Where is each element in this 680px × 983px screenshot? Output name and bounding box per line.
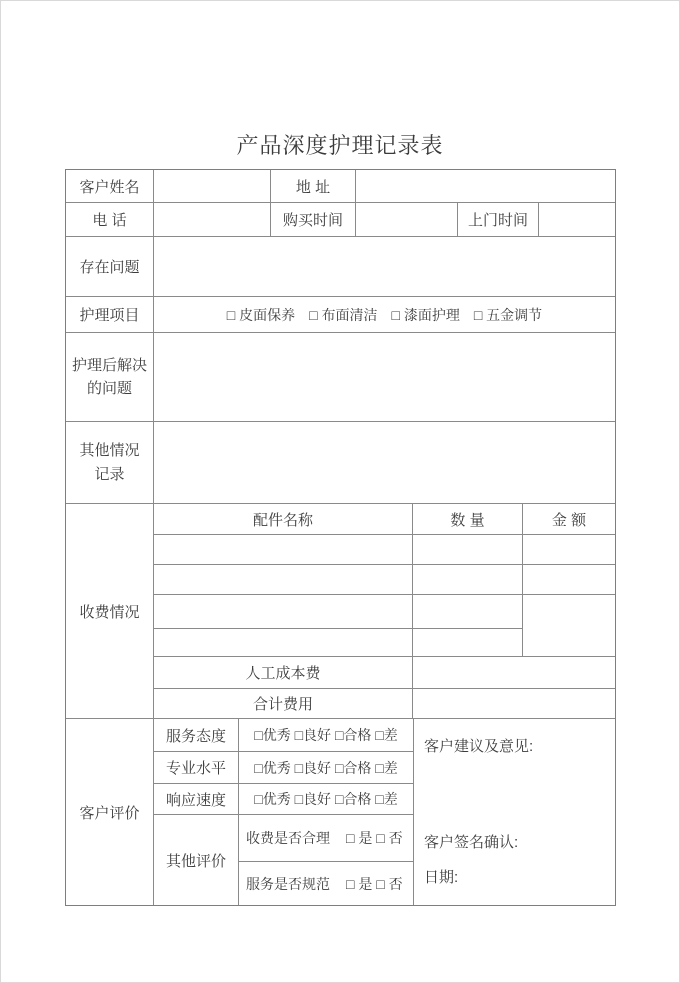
quantity-cell bbox=[413, 629, 523, 657]
address-label: 地 址 bbox=[271, 170, 356, 203]
other-records-label-line2: 记录 bbox=[94, 465, 125, 483]
accessory-name-cell bbox=[154, 565, 413, 595]
labor-cost-value-cell bbox=[413, 657, 615, 689]
solved-problems-label-line2: 的问题 bbox=[86, 380, 132, 397]
other-evaluation-label: 其他评价 bbox=[154, 815, 239, 905]
professional-level-label: 专业水平 bbox=[154, 752, 239, 784]
customer-suggestions-label: 客户建议及意见: bbox=[424, 738, 534, 755]
other-records-label-line1: 其他情况 bbox=[79, 442, 140, 460]
evaluation-section bbox=[66, 719, 615, 905]
evaluation-comments-cell bbox=[414, 719, 615, 905]
response-speed-label: 响应速度 bbox=[154, 784, 239, 815]
fees-section bbox=[66, 504, 615, 719]
amount-cell-merged bbox=[523, 595, 615, 657]
quantity-header: 数 量 bbox=[413, 504, 523, 535]
care-items-label: 护理项目 bbox=[66, 297, 154, 333]
visit-time-value-cell bbox=[539, 203, 615, 237]
labor-cost-label: 人工成本费 bbox=[154, 657, 413, 689]
quantity-cell bbox=[413, 595, 523, 629]
total-cost-value-cell bbox=[413, 689, 615, 719]
other-records-value-cell bbox=[154, 422, 615, 504]
fee-reasonable-checkboxes: □ 是 □ 否 bbox=[346, 830, 403, 846]
date-label: 日期: bbox=[424, 869, 459, 886]
accessory-name-cell bbox=[154, 595, 413, 629]
basic-info-section bbox=[66, 170, 615, 237]
care-items-checkbox-row: □ 皮面保养 □ 布面清洁 □ 漆面护理 □ 五金调节 bbox=[154, 297, 615, 333]
accessory-name-header: 配件名称 bbox=[154, 504, 413, 535]
customer-name-label: 客户姓名 bbox=[66, 170, 154, 203]
purchase-time-value-cell bbox=[356, 203, 458, 237]
amount-cell bbox=[523, 565, 615, 595]
accessory-name-cell bbox=[154, 535, 413, 565]
customer-name-value-cell bbox=[154, 170, 271, 203]
fees-section-label: 收费情况 bbox=[66, 504, 154, 719]
total-cost-label: 合计费用 bbox=[154, 689, 413, 719]
customer-signature-label: 客户签名确认: bbox=[424, 834, 519, 851]
fee-reasonable-question: 收费是否合理 bbox=[246, 830, 330, 846]
service-standard-row bbox=[239, 862, 414, 905]
other-records-label bbox=[66, 422, 154, 504]
evaluation-section-label: 客户评价 bbox=[66, 719, 154, 905]
fee-reasonable-row bbox=[239, 815, 414, 862]
quantity-cell bbox=[413, 535, 523, 565]
existing-problems-value-cell bbox=[154, 237, 615, 297]
solved-problems-label-line1: 护理后解决 bbox=[71, 356, 147, 374]
care-record-table bbox=[65, 169, 616, 906]
phone-label: 电 话 bbox=[66, 203, 154, 237]
address-value-cell bbox=[356, 170, 615, 203]
page-title: 产品深度护理记录表 bbox=[236, 133, 444, 158]
existing-problems-label: 存在问题 bbox=[66, 237, 154, 297]
problems-section bbox=[66, 237, 615, 504]
solved-problems-label bbox=[66, 333, 154, 422]
accessory-name-cell bbox=[154, 629, 413, 657]
service-attitude-checkbox-row: □优秀 □良好 □合格 □差 bbox=[239, 719, 414, 752]
service-standard-question: 服务是否规范 bbox=[246, 875, 330, 892]
service-attitude-label: 服务态度 bbox=[154, 719, 239, 752]
amount-cell bbox=[523, 535, 615, 565]
phone-value-cell bbox=[154, 203, 271, 237]
amount-header: 金 额 bbox=[523, 504, 615, 535]
service-standard-checkboxes: □ 是 □ 否 bbox=[346, 875, 403, 892]
quantity-cell bbox=[413, 565, 523, 595]
solved-problems-value-cell bbox=[154, 333, 615, 422]
visit-time-label: 上门时间 bbox=[458, 203, 539, 237]
response-speed-checkbox-row: □优秀 □良好 □合格 □差 bbox=[239, 784, 414, 815]
purchase-time-label: 购买时间 bbox=[271, 203, 356, 237]
professional-level-checkbox-row: □优秀 □良好 □合格 □差 bbox=[239, 752, 414, 784]
